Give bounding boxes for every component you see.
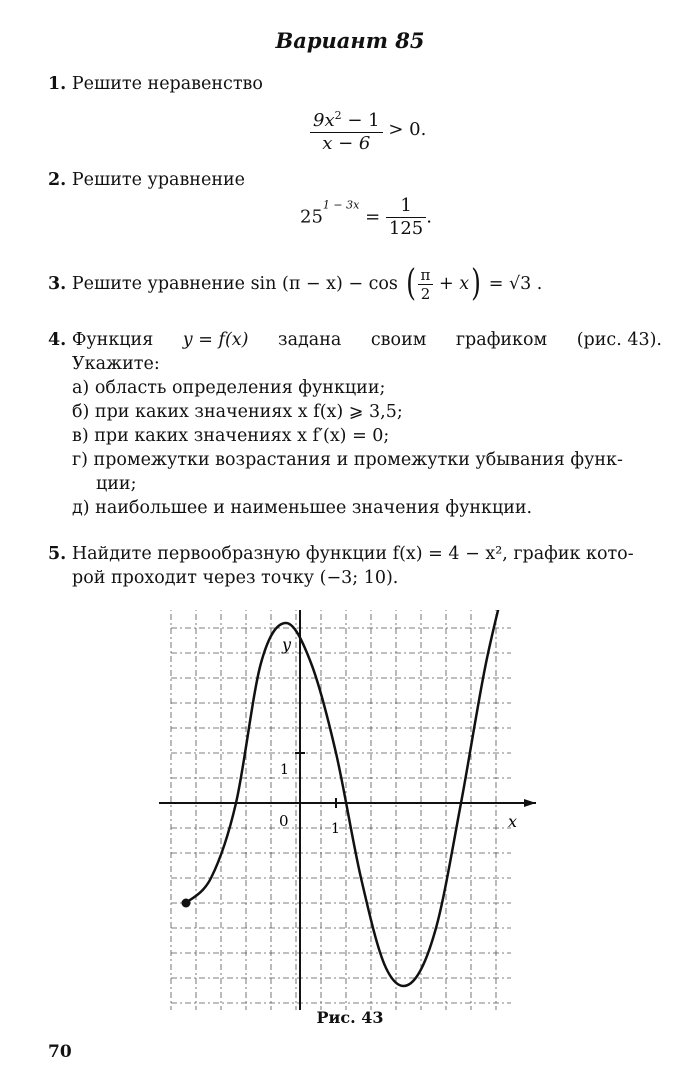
problem-text: Решите уравнение sin (π − x) − cos [71, 274, 398, 294]
y-axis-label: y [282, 635, 292, 654]
exponential-equation [300, 196, 432, 239]
problem-number: 5. [48, 544, 67, 564]
word: своим [370, 330, 427, 350]
problem-number: 4. [48, 330, 67, 350]
word: задана [278, 330, 342, 350]
left-paren: ( [405, 263, 416, 304]
problem-4-line-1 [48, 328, 662, 352]
problem-4-line-2: Укажите: [72, 354, 160, 374]
problem-4-item-d-cont: ции; [96, 474, 137, 494]
page-number: 70 [48, 1042, 72, 1062]
inequality-fraction [310, 106, 383, 154]
problem-4-item-a: а) область определения функции; [72, 378, 386, 398]
inequality-expression [310, 106, 426, 154]
word: Функция [71, 330, 154, 350]
word: y = f(x) [182, 330, 249, 350]
problem-5-line-1 [48, 542, 634, 566]
problem-4-item-c: в) при каких значениях x f′(x) = 0; [72, 426, 390, 446]
x-axis-label: x [508, 812, 518, 831]
pi-over-2-fraction [418, 267, 434, 302]
equation-rhs: = √3 . [488, 274, 543, 294]
fraction-denominator: x − 6 [322, 133, 371, 154]
left-endpoint [182, 899, 191, 908]
fraction-numerator: 1 [386, 196, 426, 218]
variant-title: Вариант 85 [275, 28, 425, 53]
equals-sign: = [365, 206, 381, 228]
problem-number: 1. [48, 74, 67, 94]
problem-3 [48, 263, 543, 304]
problem-1 [48, 72, 263, 96]
right-paren: ) [471, 263, 482, 304]
problem-4-item-b: б) при каких значениях x f(x) ⩾ 3,5; [72, 402, 403, 422]
x-axis-arrow [524, 799, 536, 807]
problem-text: Решите неравенство [71, 74, 263, 94]
y-tick-label: 1 [280, 762, 289, 778]
fraction-numerator: $9x^2 - 1$ [310, 106, 383, 133]
problem-number: 2. [48, 170, 67, 190]
problem-text: Решите уравнение [71, 170, 246, 190]
equation-exponent: 1 − 3x [322, 198, 360, 212]
x-tick-label: 1 [331, 821, 340, 837]
function-curve-layer [182, 610, 516, 986]
word: графиком [455, 330, 548, 350]
fraction-denominator: 2 [420, 284, 431, 303]
inner-term: + x [438, 274, 470, 294]
function-curve [186, 610, 511, 986]
problem-2 [48, 168, 245, 192]
function-graph [0, 610, 700, 1010]
problem-4-item-d: г) промежутки возрастания и промежутки убывания функ- [72, 450, 623, 470]
fraction-denominator: 125 [388, 218, 424, 239]
equation-base: 25 [300, 206, 323, 228]
fraction-numerator: π [418, 267, 434, 285]
figure-caption: Рис. 43 [316, 1008, 384, 1027]
rhs-fraction [386, 196, 426, 239]
problem-number: 3. [48, 274, 67, 294]
problem-5-line-2: рой проходит через точку (−3; 10). [72, 568, 399, 588]
word: (рис. 43). [576, 330, 662, 350]
problem-4-item-e: д) наибольшее и наименьшее значения функции. [72, 498, 533, 518]
problem-text: Найдите первообразную функции f(x) = 4 − x², график кото- [71, 544, 634, 564]
equation-end: . [426, 206, 432, 228]
origin-label: 0 [279, 812, 289, 830]
inequality-relation: > 0. [388, 119, 427, 140]
